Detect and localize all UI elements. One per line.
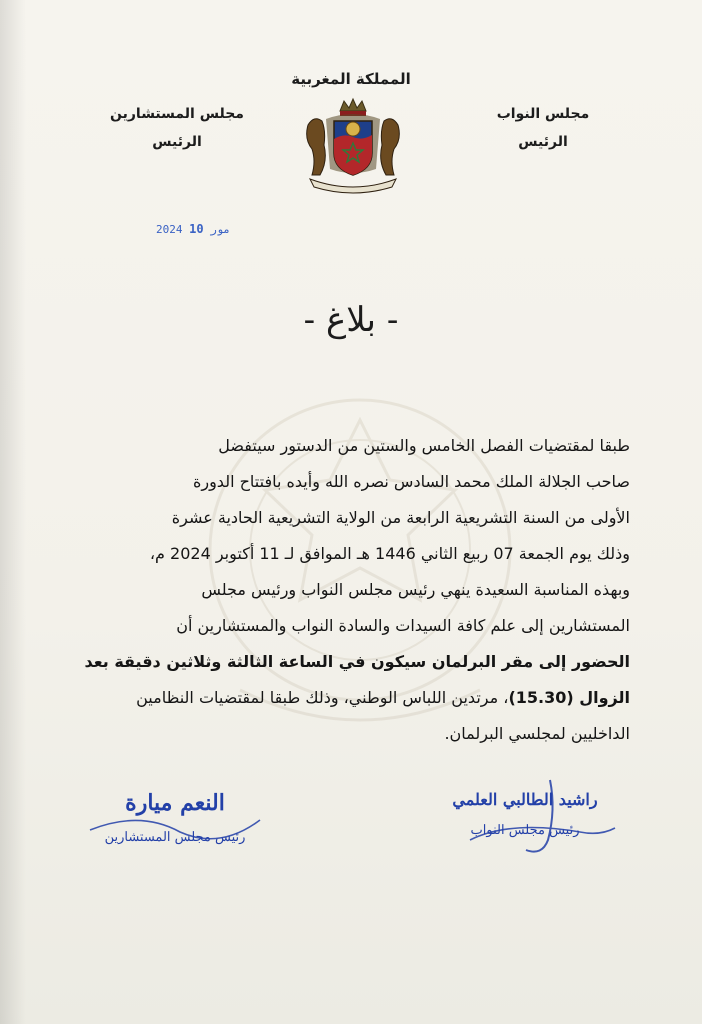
body-line-7: الحضور إلى مقر البرلمان سيكون في الساعة الثالثة وثلاثين دقيقة بعد bbox=[84, 652, 630, 671]
signature-house-of-councillors bbox=[70, 790, 280, 845]
body-line-5: وبهذه المناسبة السعيدة ينهي رئيس مجلس النواب ورئيس مجلس bbox=[201, 580, 630, 599]
signature-left-name: النعم ميارة bbox=[125, 790, 225, 816]
body-line-8-rest: ، مرتدين اللباس الوطني، وذلك طبقا لمقتضيات النظامين bbox=[136, 688, 509, 707]
date-stamp-year: 2024 bbox=[156, 223, 183, 236]
house-of-councillors-name: مجلس المستشارين bbox=[110, 106, 244, 122]
document-title: - بلاغ - bbox=[303, 300, 399, 340]
house-of-representatives-name: مجلس النواب bbox=[496, 106, 590, 122]
house-of-councillors-header bbox=[92, 100, 262, 156]
body-line-1: طبقا لمقتضيات الفصل الخامس والستين من الدستور سيتفضل bbox=[218, 436, 630, 455]
signature-right-name: راشيد الطالبي العلمي bbox=[452, 790, 598, 809]
moroccan-coat-of-arms-icon bbox=[300, 95, 406, 197]
house-of-representatives-header bbox=[458, 100, 628, 156]
signature-right-role: رئيس مجلس النواب bbox=[470, 823, 580, 838]
kingdom-title: المملكة المغربية bbox=[291, 70, 411, 88]
house-of-representatives-role: الرئيس bbox=[518, 134, 568, 150]
communique-body bbox=[72, 428, 630, 752]
body-line-4: وذلك يوم الجمعة 07 ربيع الثاني 1446 هـ الموافق لـ 11 أكتوبر 2024 م، bbox=[149, 544, 630, 563]
date-stamp-day: 10 bbox=[189, 222, 204, 236]
date-stamp-month: مور bbox=[210, 223, 231, 236]
body-line-8-time: الزوال (15.30) bbox=[508, 688, 630, 707]
page-fold-shadow bbox=[0, 0, 26, 1024]
body-line-3: الأولى من السنة التشريعية الرابعة من الولاية التشريعية الحادية عشرة bbox=[171, 508, 630, 527]
date-stamp bbox=[156, 222, 230, 236]
body-line-9: الداخليين لمجلسي البرلمان. bbox=[444, 724, 630, 743]
signature-left-role: رئيس مجلس المستشارين bbox=[104, 830, 246, 845]
house-of-councillors-role: الرئيس bbox=[152, 134, 202, 150]
body-line-6: المستشارين إلى علم كافة السيدات والسادة النواب والمستشارين أن bbox=[176, 616, 630, 635]
body-line-2: صاحب الجلالة الملك محمد السادس نصره الله وأيده بافتتاح الدورة bbox=[192, 472, 630, 491]
body-line-8 bbox=[72, 680, 630, 716]
signature-house-of-representatives bbox=[420, 790, 630, 838]
